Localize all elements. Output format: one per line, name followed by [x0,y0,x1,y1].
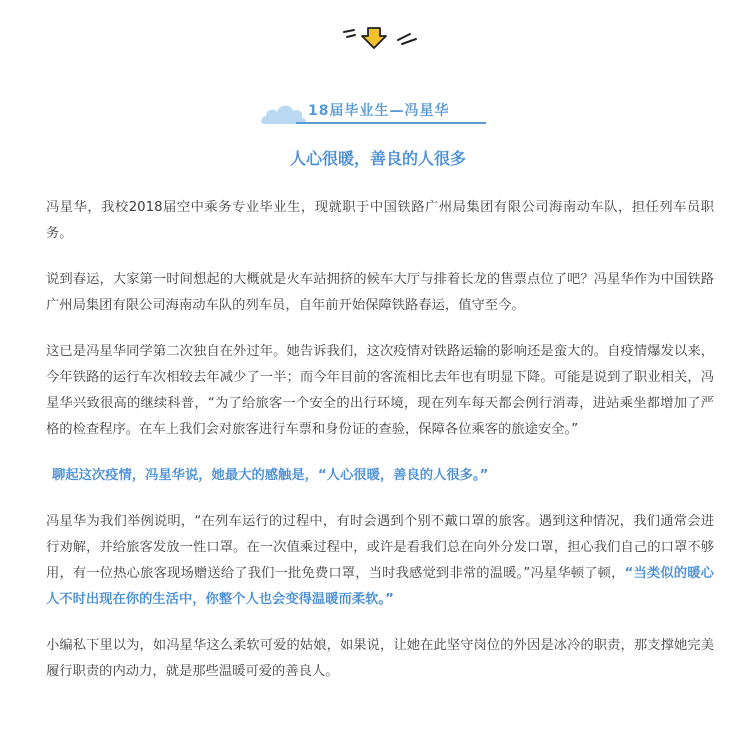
page-subtitle: 人心很暖，善良的人很多 [289,149,466,168]
banner-title: 18届毕业生—冯星华 [308,103,450,119]
article-paragraph-3: 这已是冯星华同学第二次独自在外过年。她告诉我们，这次疫情对铁路运输的影响还是蛮大的。自疫情爆发以来，今年铁路的运行车次相较去年减少了一半；而今年目前的客流相比去年也有明显下降。可能是说到了职业相关，冯星华兴致很高的继续科普，“为了给旅客一个安全的出行环境，现在列车每天都会例行消毒，进站乘坐都增加了严格的检查程序。在车上我们会对旅客进行车票和身份证的查验，保障各位乘客的旅途安全。” [46,344,714,437]
article-paragraph-2: 说到春运，大家第一时间想起的大概就是火车站拥挤的候车大厅与排着长龙的售票点位了吧？冯星华作为中国铁路广州局集团有限公司海南动车队的列车员，自年前开始保障铁路春运，值守至今。 [46,272,714,313]
article-paragraph-4 [46,509,714,613]
header-decoration [0,22,756,58]
highlight-quote: 聊起这次疫情，冯星华说，她最大的感触是，“人心很暖，善良的人很多。” [52,468,489,483]
paragraph-4-text: 冯星华为我们举例说明，“在列车运行的过程中，有时会遇到个别不戴口罩的旅客。遇到这种情况，我们通常会进行劝解，并给旅客发放一性口罩。在一次值乘过程中，或许是看我们总在向外分发口罩，担心我们自己的口罩不够用，有一位热心旅客现场赠送给了我们一批免费口罩，当时我感觉到非常的温暖。”冯星华顿了顿， [46,514,714,581]
article-body [46,195,714,705]
down-arrow-icon [330,22,426,58]
article-paragraph-5: 小编私下里以为，如冯星华这么柔软可爱的姑娘，如果说，让她在此坚守岗位的外因是冰冷的职责，那支撑她完美履行职责的内动力，就是那些温暖可爱的善良人。 [46,638,714,679]
section-banner [0,96,756,128]
banner-underline [296,122,486,124]
article-paragraph-1: 冯星华，我校2018届空中乘务专业毕业生，现就职于中国铁路广州局集团有限公司海南动车队，担任列车员职务。 [46,200,714,241]
paragraph-4-highlight: “当类似的暖心人不时出现在你的生活中，你整个人也会变得温暖而柔软。” [46,566,714,607]
